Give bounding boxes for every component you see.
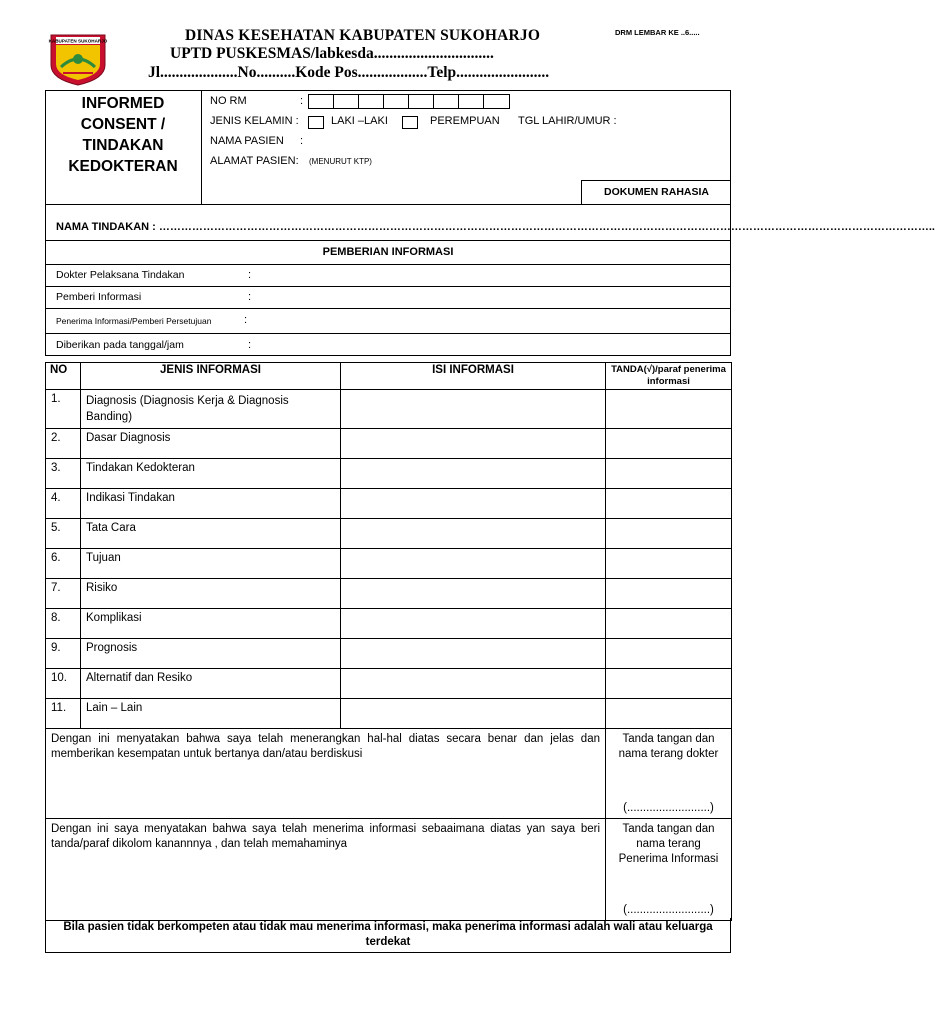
logo-text: KABUPATEN SUKOHARJO <box>48 38 108 44</box>
table-row: 5. Tata Cara <box>46 519 732 549</box>
no-rm-label: NO RM <box>210 95 247 107</box>
penerima-signature-cell[interactable] <box>606 819 732 921</box>
tanda-cell[interactable] <box>606 579 732 609</box>
header-line-2: UPTD PUSKESMAS/labkesda............................... <box>170 45 494 62</box>
table-row: 8. Komplikasi <box>46 609 732 639</box>
table-row: 10. Alternatif dan Resiko <box>46 669 732 699</box>
dokter-signature-blank: (..........................) <box>623 802 714 814</box>
kabupaten-logo <box>47 31 109 86</box>
header-line-3: Jl....................No..........Kode Pos..................Telp........................ <box>148 64 550 81</box>
dokter-statement: Dengan ini menyatakan bahwa saya telah menerangkan hal-hal diatas secara benar dan jelas dan memberikan kesempatan untuk bertanya dan/atau berdiskusi <box>46 729 606 819</box>
header-tanda: TANDA(√)/paraf penerima informasi <box>606 363 732 390</box>
table-row: 4. Indikasi Tindakan <box>46 489 732 519</box>
nama-pasien-label: NAMA PASIEN <box>210 135 284 147</box>
isi-cell[interactable] <box>341 549 606 579</box>
dokumen-rahasia-label: DOKUMEN RAHASIA <box>581 180 731 205</box>
isi-cell[interactable] <box>341 459 606 489</box>
laki-label: LAKI –LAKI <box>331 115 388 127</box>
dokter-signature-label: Tanda tangan dan nama terang dokter <box>618 733 719 760</box>
dokter-signature-cell[interactable] <box>606 729 732 819</box>
table-row: 6. Tujuan <box>46 549 732 579</box>
isi-cell[interactable] <box>341 519 606 549</box>
drm-lembar: DRM LEMBAR KE ..6..... <box>615 28 700 37</box>
informasi-table <box>45 362 732 921</box>
nama-tindakan-label: NAMA TINDAKAN : ………………………………………………………………………………………………………………………………………………………………………………………….. <box>56 221 935 233</box>
no-rm-input[interactable] <box>308 94 510 109</box>
tanda-cell[interactable] <box>606 699 732 729</box>
table-row: 7. Risiko <box>46 579 732 609</box>
nama-tindakan-row[interactable] <box>45 205 935 241</box>
dokter-statement-row <box>46 729 732 819</box>
pemberian-informasi-heading: PEMBERIAN INFORMASI <box>45 241 731 265</box>
isi-cell[interactable] <box>341 669 606 699</box>
tanda-cell[interactable] <box>606 639 732 669</box>
isi-cell[interactable] <box>341 429 606 459</box>
table-header-row <box>46 363 732 390</box>
isi-cell[interactable] <box>341 639 606 669</box>
perempuan-label: PEREMPUAN <box>430 115 500 127</box>
header-line-1: DINAS KESEHATAN KABUPATEN SUKOHARJO <box>185 27 541 44</box>
tanda-cell[interactable] <box>606 390 732 429</box>
isi-cell[interactable] <box>341 699 606 729</box>
info-row-pemberi[interactable]: Pemberi Informasi : <box>45 287 731 309</box>
header-isi: ISI INFORMASI <box>341 363 606 390</box>
info-row-dokter[interactable]: Dokter Pelaksana Tindakan : <box>45 265 731 287</box>
tanda-cell[interactable] <box>606 489 732 519</box>
perempuan-checkbox[interactable] <box>402 116 418 129</box>
table-row: 1. Diagnosis (Diagnosis Kerja & Diagnosis Banding) <box>46 390 732 429</box>
penerima-signature-label: Tanda tangan dan nama terang Penerima Informasi <box>618 823 719 865</box>
jenis-kelamin-label: JENIS KELAMIN : <box>210 115 299 127</box>
tanda-cell[interactable] <box>606 549 732 579</box>
info-row-tanggal[interactable]: Diberikan pada tanggal/jam : <box>45 334 731 356</box>
isi-cell[interactable] <box>341 579 606 609</box>
alamat-label: ALAMAT PASIEN: <box>210 155 299 167</box>
laki-checkbox[interactable] <box>308 116 324 129</box>
tanda-cell[interactable] <box>606 609 732 639</box>
table-row: 3. Tindakan Kedokteran <box>46 459 732 489</box>
isi-cell[interactable] <box>341 489 606 519</box>
table-row: 2. Dasar Diagnosis <box>46 429 732 459</box>
tanda-cell[interactable] <box>606 669 732 699</box>
penerima-statement-row <box>46 819 732 921</box>
tanda-cell[interactable] <box>606 459 732 489</box>
table-row: 9. Prognosis <box>46 639 732 669</box>
header-no: NO <box>46 363 81 390</box>
form-title: INFORMED CONSENT / TINDAKAN KEDOKTERAN <box>68 95 178 175</box>
penerima-signature-blank: (..........................) <box>623 904 714 916</box>
table-row: 11. Lain – Lain <box>46 699 732 729</box>
info-row-penerima[interactable]: Penerima Informasi/Pemberi Persetujuan : <box>45 309 731 334</box>
tanda-cell[interactable] <box>606 519 732 549</box>
footer-note: Bila pasien tidak berkompeten atau tidak mau menerima informasi, maka penerima informasi adalah wali atau keluarga terdekat <box>45 918 731 953</box>
tanda-cell[interactable] <box>606 429 732 459</box>
header-jenis: JENIS INFORMASI <box>81 363 341 390</box>
menurut-ktp-note: (MENURUT KTP) <box>309 157 372 166</box>
penerima-statement: Dengan ini saya menyatakan bahwa saya telah menerima informasi sebaaimana diatas yan saya beri tanda/paraf dikolom kanannnya , dan telah memahaminya <box>46 819 606 921</box>
isi-cell[interactable] <box>341 609 606 639</box>
tgl-lahir-label: TGL LAHIR/UMUR : <box>518 115 617 127</box>
isi-cell[interactable] <box>341 390 606 429</box>
